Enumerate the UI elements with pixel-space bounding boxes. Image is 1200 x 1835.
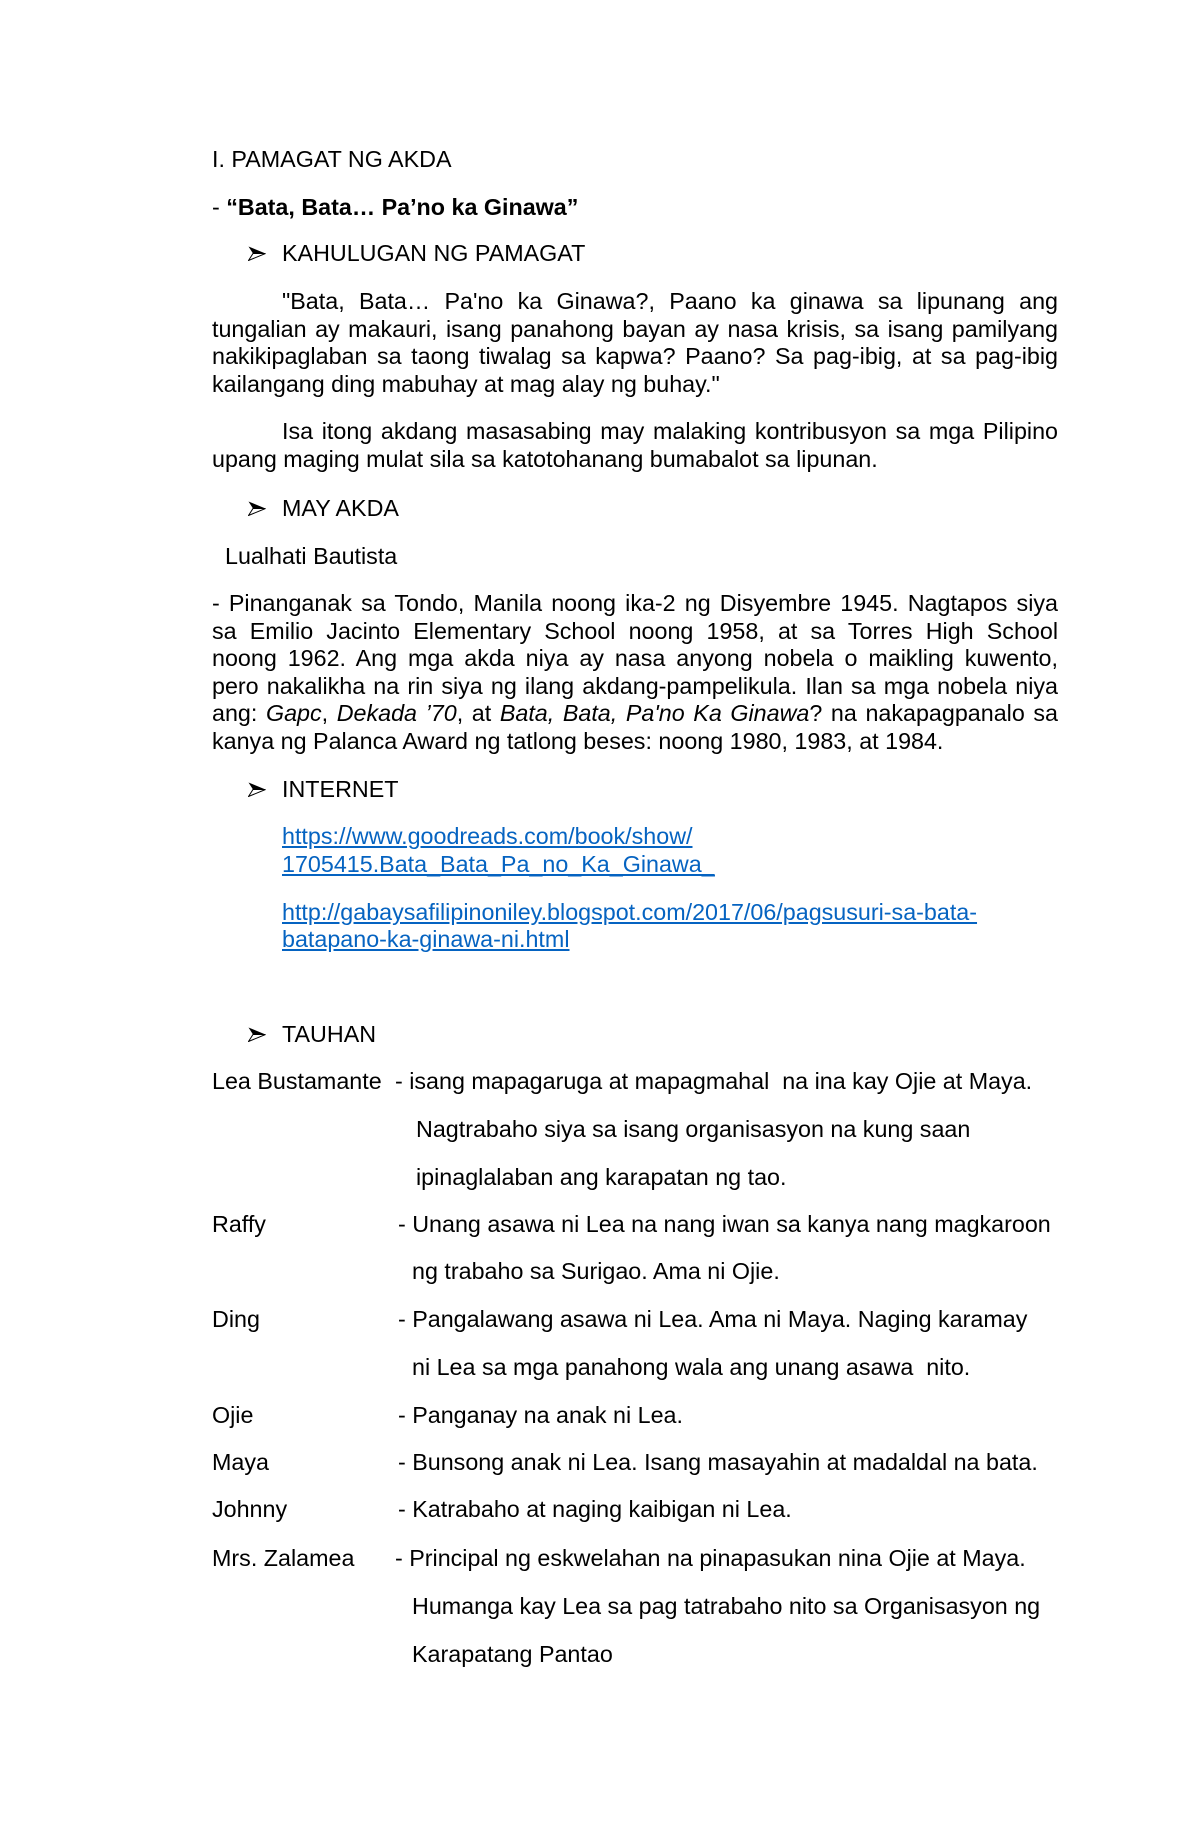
arrow-bullet-icon bbox=[248, 246, 266, 261]
tauhan-heading: TAUHAN bbox=[282, 1021, 377, 1047]
paragraph-line: tungalian ay makauri, isang panahong bayan ay nasa krisis, sa isang pamilyang bbox=[212, 316, 1058, 342]
author-heading: MAY AKDA bbox=[282, 495, 399, 521]
bio-text: ang: bbox=[212, 700, 266, 726]
character-description: ni Lea sa mga panahong wala ang unang asawa nito. bbox=[412, 1354, 971, 1380]
novel-title: Bata, Bata, Pa'no Ka Ginawa bbox=[499, 700, 810, 726]
bio-line: - Pinanganak sa Tondo, Manila noong ika-2 ng Disyembre 1945. Nagtapos siya bbox=[212, 590, 1058, 616]
character-description: - Unang asawa ni Lea na nang iwan sa kanya nang magkaroon bbox=[398, 1211, 1051, 1237]
character-name: Johnny bbox=[212, 1496, 288, 1522]
section-title: I. PAMAGAT NG AKDA bbox=[212, 146, 452, 172]
blogspot-link[interactable]: http://gabaysafilipinoniley.blogspot.com/2017/06/pagsusuri-sa-bata- bbox=[282, 899, 978, 925]
character-name: Raffy bbox=[212, 1211, 266, 1237]
internet-heading: INTERNET bbox=[282, 776, 399, 802]
character-description: Karapatang Pantao bbox=[412, 1641, 613, 1667]
work-title-dash: - bbox=[212, 194, 227, 220]
goodreads-link[interactable]: 1705415.Bata_Bata_Pa_no_Ka_Ginawa_ bbox=[282, 851, 715, 877]
novel-title: Gapc bbox=[265, 700, 322, 726]
paragraph-line: Isa itong akdang masasabing may malaking kontribusyon sa mga Pilipino bbox=[282, 418, 1058, 444]
arrow-bullet-icon bbox=[248, 501, 266, 516]
bio-line: kanya ng Palanca Award ng tatlong beses: noong 1980, 1983, at 1984. bbox=[212, 728, 944, 754]
character-name: Ding bbox=[212, 1306, 260, 1332]
character-name: Maya bbox=[212, 1449, 269, 1475]
character-description: - isang mapagaruga at mapagmahal na ina kay Ojie at Maya. bbox=[395, 1068, 1033, 1094]
character-description: Humanga kay Lea sa pag tatrabaho nito sa Organisasyon ng bbox=[412, 1593, 1041, 1619]
bio-text: , at bbox=[456, 700, 500, 726]
bio-text: , bbox=[321, 700, 337, 726]
blogspot-link[interactable]: batapano-ka-ginawa-ni.html bbox=[282, 926, 570, 952]
paragraph-line: kailangang ding mabuhay at mag alay ng buhay." bbox=[212, 371, 720, 397]
bio-text: ? na nakapagpanalo sa bbox=[809, 700, 1058, 726]
character-description: ipinaglalaban ang karapatan ng tao. bbox=[416, 1164, 787, 1190]
author-name: Lualhati Bautista bbox=[225, 543, 398, 569]
bio-line-works bbox=[212, 699, 1058, 727]
kahulugan-heading: KAHULUGAN NG PAMAGAT bbox=[282, 240, 586, 266]
novel-title: Dekada ’70 bbox=[336, 700, 457, 726]
character-description: - Panganay na anak ni Lea. bbox=[398, 1402, 683, 1428]
arrow-bullet-icon bbox=[248, 1027, 266, 1042]
work-title-text: “Bata, Bata… Pa’no ka Ginawa” bbox=[226, 194, 579, 220]
paragraph-line: "Bata, Bata… Pa'no ka Ginawa?, Paano ka ginawa sa lipunang ang bbox=[282, 288, 1058, 314]
goodreads-link[interactable]: https://www.goodreads.com/book/show/ bbox=[282, 823, 693, 849]
character-description: - Pangalawang asawa ni Lea. Ama ni Maya. Naging karamay bbox=[398, 1306, 1028, 1332]
character-name: Mrs. Zalamea bbox=[212, 1545, 355, 1571]
bio-line: sa Emilio Jacinto Elementary School noong 1958, at sa Torres High School bbox=[212, 618, 1058, 644]
work-title bbox=[212, 193, 578, 221]
character-description: - Katrabaho at naging kaibigan ni Lea. bbox=[398, 1496, 792, 1522]
paragraph-line: upang maging mulat sila sa katotohanang bumabalot sa lipunan. bbox=[212, 446, 878, 472]
character-description: - Bunsong anak ni Lea. Isang masayahin at madaldal na bata. bbox=[398, 1449, 1038, 1475]
character-description: Nagtrabaho siya sa isang organisasyon na kung saan bbox=[416, 1116, 971, 1142]
character-name: Ojie bbox=[212, 1402, 254, 1428]
character-name: Lea Bustamante bbox=[212, 1068, 382, 1094]
character-description: - Principal ng eskwelahan na pinapasukan nina Ojie at Maya. bbox=[395, 1545, 1026, 1571]
bio-line: pero nakalikha na rin siya ng ilang akdang-pampelikula. Ilan sa mga nobela niya bbox=[212, 673, 1058, 699]
arrow-bullet-icon bbox=[248, 782, 266, 797]
character-description: ng trabaho sa Surigao. Ama ni Ojie. bbox=[412, 1258, 780, 1284]
bio-line: noong 1962. Ang mga akda niya ay nasa anyong nobela o maikling kuwento, bbox=[212, 645, 1058, 671]
paragraph-line: nakikipaglaban sa taong tiwalag sa kapwa? Paano? Sa pag-ibig, at sa pag-ibig bbox=[212, 343, 1058, 369]
